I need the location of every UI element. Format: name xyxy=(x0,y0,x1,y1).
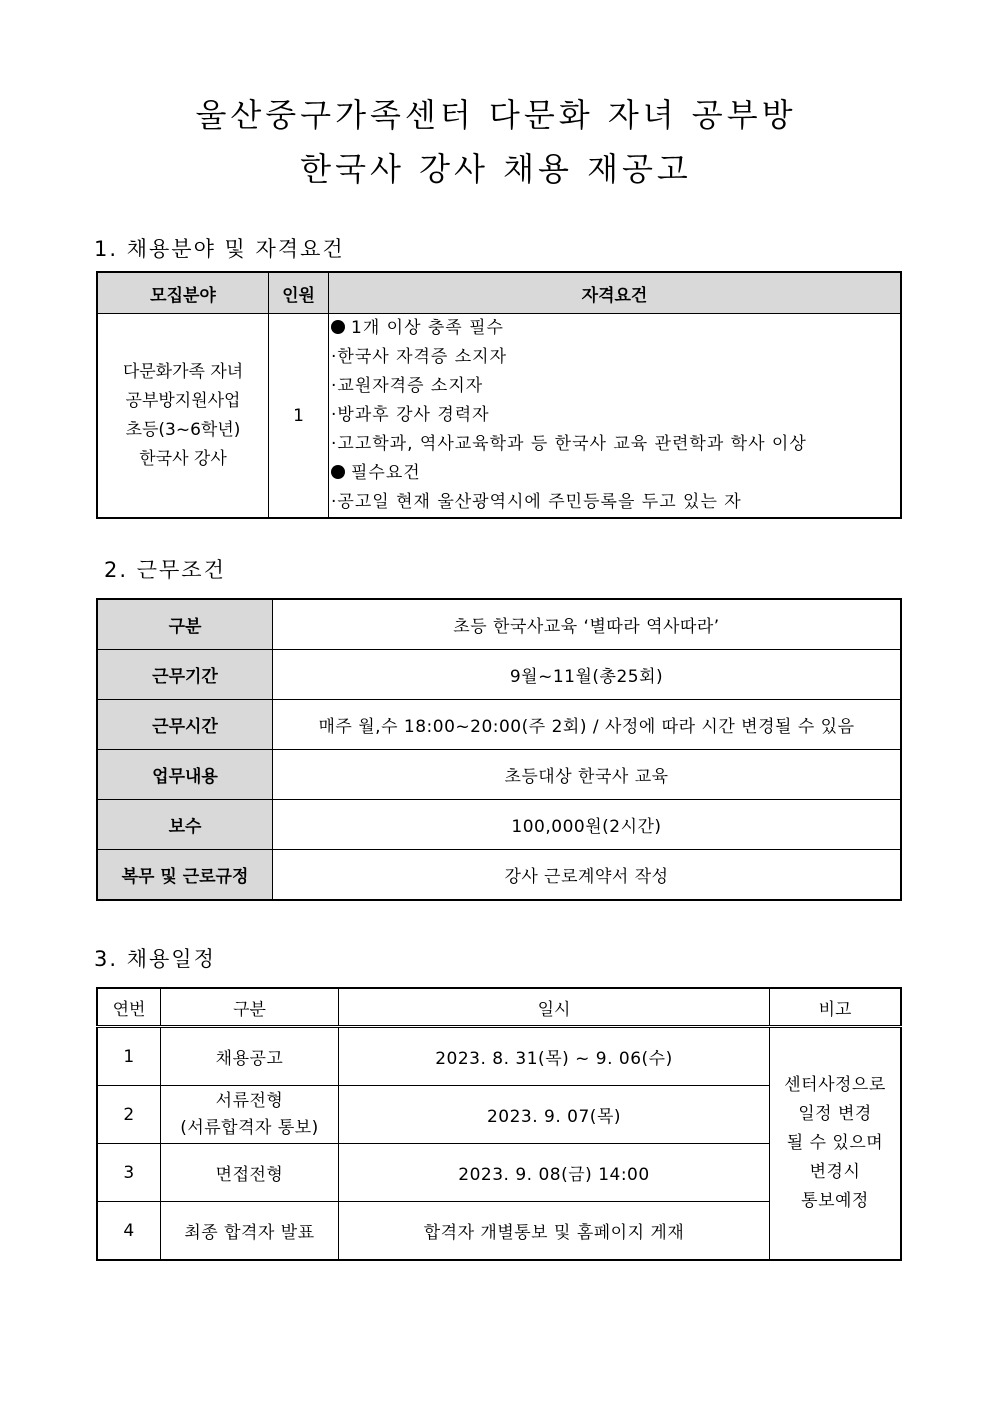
condition-value: 초등대상 한국사 교육 xyxy=(273,750,902,800)
schedule-no: 3 xyxy=(97,1144,161,1202)
note-line: 일정 변경 xyxy=(798,1104,872,1124)
schedule-date: 2023. 8. 31(목) ~ 9. 06(수) xyxy=(339,1027,770,1086)
schedule-type-line: 서류전형 xyxy=(215,1090,284,1111)
document-title-line1: 울산중구가족센터 다문화 자녀 공부방 xyxy=(195,96,797,134)
requirements-cell xyxy=(329,314,902,519)
requirement-item: ·공고일 현재 울산광역시에 주민등록을 두고 있는 자 xyxy=(331,492,742,512)
requirement-group-title xyxy=(331,459,900,488)
schedule-type: 면접전형 xyxy=(161,1144,339,1202)
condition-row xyxy=(97,800,901,850)
requirement-group-label: 1개 이상 충족 필수 xyxy=(351,318,504,338)
schedule-no: 4 xyxy=(97,1202,161,1261)
work-conditions-table xyxy=(96,598,902,901)
field-line: 다문화가족 자녀 xyxy=(122,361,244,382)
condition-label: 구분 xyxy=(97,599,273,650)
header-requirements: 자격요건 xyxy=(329,272,902,314)
schedule-type: 채용공고 xyxy=(161,1027,339,1086)
schedule-type: 최종 합격자 발표 xyxy=(161,1202,339,1261)
header-count: 인원 xyxy=(269,272,329,314)
schedule-no: 2 xyxy=(97,1086,161,1144)
schedule-date: 2023. 9. 07(목) xyxy=(339,1086,770,1144)
header-field: 모집분야 xyxy=(97,272,269,314)
schedule-no: 1 xyxy=(97,1027,161,1086)
document-title-line2: 한국사 강사 채용 재공고 xyxy=(300,150,692,188)
condition-label: 근무시간 xyxy=(97,700,273,750)
condition-value: 100,000원(2시간) xyxy=(273,800,902,850)
condition-value: 매주 월,수 18:00~20:00(주 2회) / 사정에 따라 시간 변경될 수 있음 xyxy=(273,700,902,750)
header-type: 구분 xyxy=(161,988,339,1027)
condition-label: 업무내용 xyxy=(97,750,273,800)
qualification-table xyxy=(96,271,902,519)
condition-label: 근무기간 xyxy=(97,650,273,700)
note-line: 변경시 xyxy=(809,1162,861,1182)
section3-heading: 3. 채용일정 xyxy=(94,947,216,971)
recruit-field-cell xyxy=(97,314,269,519)
header-note: 비고 xyxy=(770,988,902,1027)
requirement-item: ·고고학과, 역사교육학과 등 한국사 교육 관련학과 학사 이상 xyxy=(331,434,807,454)
note-line: 통보예정 xyxy=(801,1191,869,1211)
requirement-item: ·교원자격증 소지자 xyxy=(331,376,484,396)
bullet-icon xyxy=(331,320,345,334)
condition-label: 보수 xyxy=(97,800,273,850)
schedule-type xyxy=(161,1086,339,1144)
condition-value: 강사 근로계약서 작성 xyxy=(273,850,902,901)
condition-row xyxy=(97,650,901,700)
requirement-group-title xyxy=(331,314,900,343)
section2-heading: 2. 근무조건 xyxy=(104,558,226,582)
condition-label: 복무 및 근로규정 xyxy=(97,850,273,901)
header-no: 연번 xyxy=(97,988,161,1027)
section1-heading: 1. 채용분야 및 자격요건 xyxy=(94,237,345,261)
condition-row xyxy=(97,850,901,901)
condition-value: 초등 한국사교육 ‘별따라 역사따라’ xyxy=(273,599,902,650)
header-date: 일시 xyxy=(339,988,770,1027)
field-line: 한국사 강사 xyxy=(139,448,227,469)
bullet-icon xyxy=(331,465,345,479)
note-line: 센터사정으로 xyxy=(784,1075,886,1095)
schedule-row xyxy=(97,1027,901,1086)
field-line: 공부방지원사업 xyxy=(125,390,241,411)
condition-row xyxy=(97,750,901,800)
condition-value: 9월~11월(총25회) xyxy=(273,650,902,700)
schedule-date: 합격자 개별통보 및 홈페이지 게재 xyxy=(339,1202,770,1261)
schedule-table xyxy=(96,987,902,1261)
requirement-group-label: 필수요건 xyxy=(351,463,421,483)
schedule-type-line: (서류합격자 통보) xyxy=(180,1117,319,1138)
schedule-note xyxy=(770,1027,902,1261)
recruit-count: 1 xyxy=(269,314,329,519)
condition-row xyxy=(97,599,901,650)
field-line: 초등(3~6학년) xyxy=(125,419,241,440)
requirement-item: ·방과후 강사 경력자 xyxy=(331,405,490,425)
note-line: 될 수 있으며 xyxy=(786,1133,884,1153)
schedule-date: 2023. 9. 08(금) 14:00 xyxy=(339,1144,770,1202)
condition-row xyxy=(97,700,901,750)
requirement-item: ·한국사 자격증 소지자 xyxy=(331,347,508,367)
